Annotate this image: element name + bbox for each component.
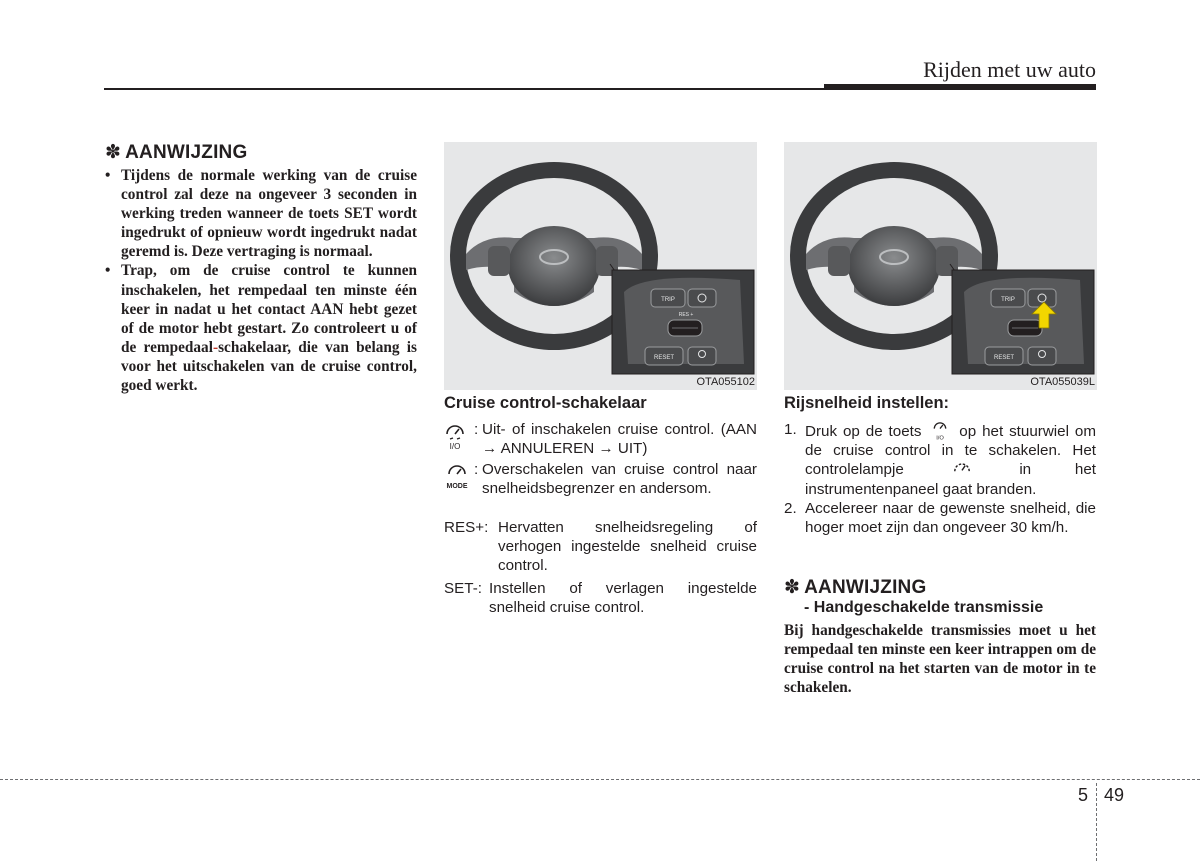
svg-text:I/O: I/O [449, 442, 461, 450]
cruise-button-icon [931, 420, 949, 440]
bullet-1-text: Tijdens de normale werking van de cruise control zal deze na ongeveer 3 seconden in werking treden wanneer de toets SET wordt ingedrukt of opnieuw wordt ingedrukt nadat geremd is. Deze vertraging is normaal. [121, 167, 417, 261]
bullet-2-text-b: schakelaar, die van belang is voor het uitschakelen van de cruise control, goed werkt. [121, 338, 417, 395]
svg-text:I/O: I/O [936, 435, 945, 440]
steering-wheel-figure-1 [444, 142, 757, 390]
note-heading-2 [784, 576, 926, 599]
switch-row-mode [444, 460, 757, 498]
note-bullet-2 [105, 261, 417, 395]
step-1 [784, 420, 1096, 499]
page-number: 49 [1104, 785, 1125, 805]
trip-button-label: TRIP [1001, 297, 1015, 303]
row-label: RES+: [444, 519, 489, 536]
section-title-set-speed: Rijsnelheid instellen: [784, 394, 950, 412]
row-separator: : [474, 421, 479, 438]
note-bullet-1 [105, 166, 417, 261]
res-label: RES + [678, 312, 694, 318]
steering-wheel-illustration [444, 142, 757, 390]
note-body: Bij handgeschakelde transmissies moet u het rempedaal ten minste een keer intrappen om de cruise control na het starten van de motor in te schakelen. [784, 622, 1096, 697]
header-rule [104, 88, 1096, 90]
reset-button-label: RESET [653, 355, 675, 361]
row-separator: : [474, 461, 479, 478]
trip-button-label: TRIP [661, 297, 675, 303]
footer-divider [1096, 783, 1097, 861]
cruise-indicator-icon [952, 460, 972, 476]
step-number: 2. [784, 499, 797, 517]
row-text: Instellen of verlagen ingestelde snelheid cruise control. [489, 580, 757, 617]
step-2 [784, 499, 1096, 537]
figure-code: OTA055039L [1030, 376, 1095, 388]
row-label: SET-: [444, 580, 482, 597]
row-text: Overschakelen van cruise control naar snelheidsbegrenzer en andersom. [482, 461, 757, 498]
step-text: Accelereer naar de gewenste snelheid, die hoger moet zijn dan ongeveer 30 km/h. [805, 499, 1096, 537]
reset-button-label: RESET [993, 355, 1015, 361]
section-title-switch: Cruise control-schakelaar [444, 394, 647, 412]
step-1-text-c: in het instrumentenpaneel gaat branden. [805, 461, 1096, 498]
row-text: Uit- of inschakelen cruise control. (AAN → ANNULEREN → UIT) [482, 421, 757, 458]
steering-wheel-figure-2 [784, 142, 1097, 390]
switch-row-onoff [444, 420, 757, 458]
note-bullet-list [105, 166, 417, 395]
cruise-mode-icon [444, 462, 470, 490]
note-heading [105, 141, 247, 164]
step-1-text-b: op het stuurwiel om de cruise control in te schakelen. Het controlelampje [805, 423, 1096, 479]
airbag-hub [508, 226, 600, 306]
running-header: Rijden met uw auto [923, 57, 1096, 82]
airbag-hub [848, 226, 940, 306]
switch-row-res [444, 518, 757, 576]
steering-wheel-illustration [784, 142, 1097, 390]
note-title: AANWIJZING [125, 142, 248, 163]
bullet-2-hyphen: - [212, 338, 219, 356]
step-text [805, 420, 1096, 499]
step-1-text-a: Druk op de toets [805, 423, 922, 440]
note-title: AANWIJZING [804, 577, 927, 598]
figure-code: OTA055102 [696, 376, 755, 388]
note-star-icon: ✽ [784, 577, 801, 598]
section-number: 5 [1078, 785, 1089, 805]
cruise-onoff-icon [444, 422, 466, 450]
row-text: Hervatten snelheidsregeling of verhogen ingestelde snelheid cruise control. [498, 519, 757, 575]
steps-list [784, 420, 1096, 537]
switch-row-set [444, 579, 757, 617]
mode-icon-label: MODE [446, 483, 468, 490]
bullet-2-text-a: Trap, om de cruise control te kunnen inschakelen, het rempedaal ten minste één keer in nadat u het contact AAN hebt gezet of de motor hebt gestart. Zo controleert u of de rempedaal [121, 262, 417, 356]
footer-rule [0, 779, 1200, 780]
note-subtitle: - Handgeschakelde transmissie [804, 599, 1044, 616]
note-star-icon: ✽ [105, 142, 122, 163]
step-number: 1. [784, 421, 797, 438]
